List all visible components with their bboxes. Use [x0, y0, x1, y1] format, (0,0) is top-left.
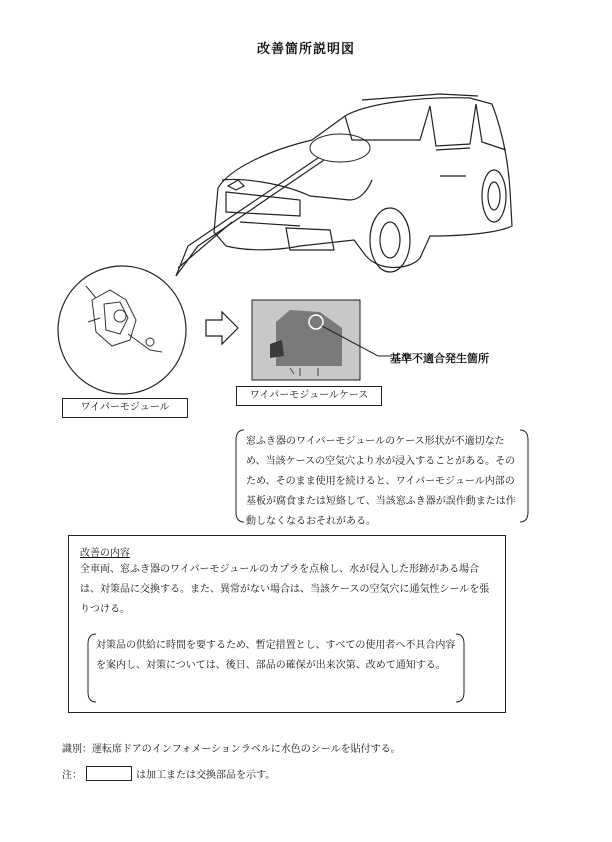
note-suffix: は加工または交換部品を示す。 — [136, 770, 276, 781]
interim-measure-text: 対策品の供給に時間を要するため、暫定措置とし、すべての使用者へ不具合内容を案内し、対策については、後日、部品の確保が出来次第、改めて通知する。 — [96, 640, 456, 671]
note-swatch-box — [86, 766, 132, 781]
defect-location-label: 基準不適合発生箇所 — [390, 352, 489, 365]
arrow-right-icon — [206, 312, 238, 344]
note-prefix: 注： — [62, 770, 82, 781]
improvement-heading: 改善の内容 — [80, 548, 130, 559]
page-title: 改善箇所説明図 — [256, 42, 355, 57]
wiper-module-label: ワイパーモジュール — [62, 398, 188, 418]
cause-description: 窓ふき器のワイパーモジュールのケース形状が不適切なため、当該ケースの空気穴より水が浸入することがある。そのため、そのまま使用を続けると、ワイパーモジュール内部の基板が腐食または短絡して、当該窓ふき器が誤作動または作動しなくなるおそれがある。 — [246, 436, 516, 527]
legend-note — [62, 766, 275, 781]
suv-illustration — [214, 94, 512, 272]
improvement-text: 全車両、窓ふき器のワイパーモジュールのカプラを点検し、水が侵入した形跡がある場合は、対策品に交換する。また、異常がない場合は、当該ケースの空気穴に通気性シールを張りつける。 — [80, 564, 490, 615]
wiper-module-case-label: ワイパーモジュールケース — [236, 386, 382, 406]
windshield-highlight — [310, 134, 370, 162]
identification-note: 識別：運転席ドアのインフォメーションラベルに水色のシールを貼付する。 — [62, 744, 401, 755]
wiper-module-sketch — [86, 286, 162, 352]
leader-lines — [176, 158, 324, 276]
